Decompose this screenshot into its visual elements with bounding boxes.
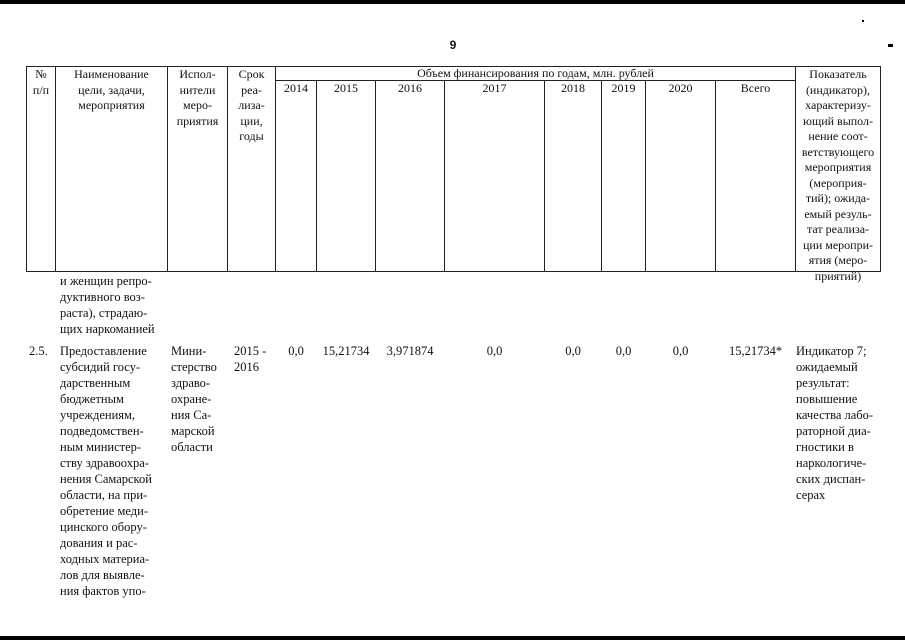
header-funding: Объем финансирования по годам, млн. рублей bbox=[417, 66, 654, 80]
bottom-scan-border bbox=[0, 636, 905, 640]
continued-text: и женщин репро- дуктивного воз- раста), страдаю- щих наркоманией bbox=[60, 274, 155, 336]
row-value-2018: 0,0 bbox=[565, 344, 581, 358]
row-value-2017: 0,0 bbox=[486, 344, 503, 358]
row-value-total: 15,21734* bbox=[728, 344, 783, 358]
header-year-2014: 2014 bbox=[284, 81, 308, 95]
row-executor: Мини- стерство здраво- охране- ния Са- марской области bbox=[171, 344, 217, 454]
row-value-2015: 15,21734 bbox=[322, 344, 370, 358]
page-number: 9 bbox=[449, 38, 457, 52]
header-year-2017: 2017 bbox=[482, 81, 507, 95]
header-indicator: Показатель (индикатор), характеризу- ющий выпол- нение соот- ветствующего мероприятия (мероприя- тий); ожида- емый резуль- тат реализа- ции меропри- ятия (меро- приятий) bbox=[801, 67, 875, 283]
header-year-2019: 2019 bbox=[611, 81, 636, 95]
header-year-2018: 2018 bbox=[561, 81, 585, 95]
header-term: Срок реа- лиза- ции, годы bbox=[238, 67, 265, 143]
header-year-2016: 2016 bbox=[398, 81, 422, 95]
top-scan-border bbox=[0, 0, 905, 4]
row-number: 2.5. bbox=[29, 344, 48, 358]
row-value-2019: 0,0 bbox=[615, 344, 632, 358]
scan-speck bbox=[888, 44, 893, 47]
header-year-2015: 2015 bbox=[334, 81, 358, 95]
row-name: Предоставление субсидий госу- дарственным бюджетным учреждениям, подведомствен- ным министер- ству здравоохра- нения Самарской области, на при- обретение меди- цинского обору- дования и рас- ходных материа- лов для выявле- ния фактов упо- bbox=[60, 344, 152, 598]
scan-speck bbox=[862, 20, 864, 22]
row-value-2020: 0,0 bbox=[672, 344, 689, 358]
header-executors: Испол- нители меро- приятия bbox=[176, 67, 219, 128]
header-number: № п/п bbox=[32, 67, 50, 97]
header-year-2020: 2020 bbox=[668, 81, 693, 95]
row-value-2014: 0,0 bbox=[288, 344, 304, 358]
header-total: Всего bbox=[740, 81, 771, 95]
row-term: 2015 - 2016 bbox=[234, 344, 267, 374]
row-indicator: Индикатор 7; ожидаемый результат: повышение качества лабо- раторной диа- гностики в наркологиче- ских диспан- серах bbox=[796, 344, 874, 502]
header-name: Наименование цели, задачи, мероприятия bbox=[74, 67, 149, 112]
row-value-2016: 3,971874 bbox=[386, 344, 434, 358]
